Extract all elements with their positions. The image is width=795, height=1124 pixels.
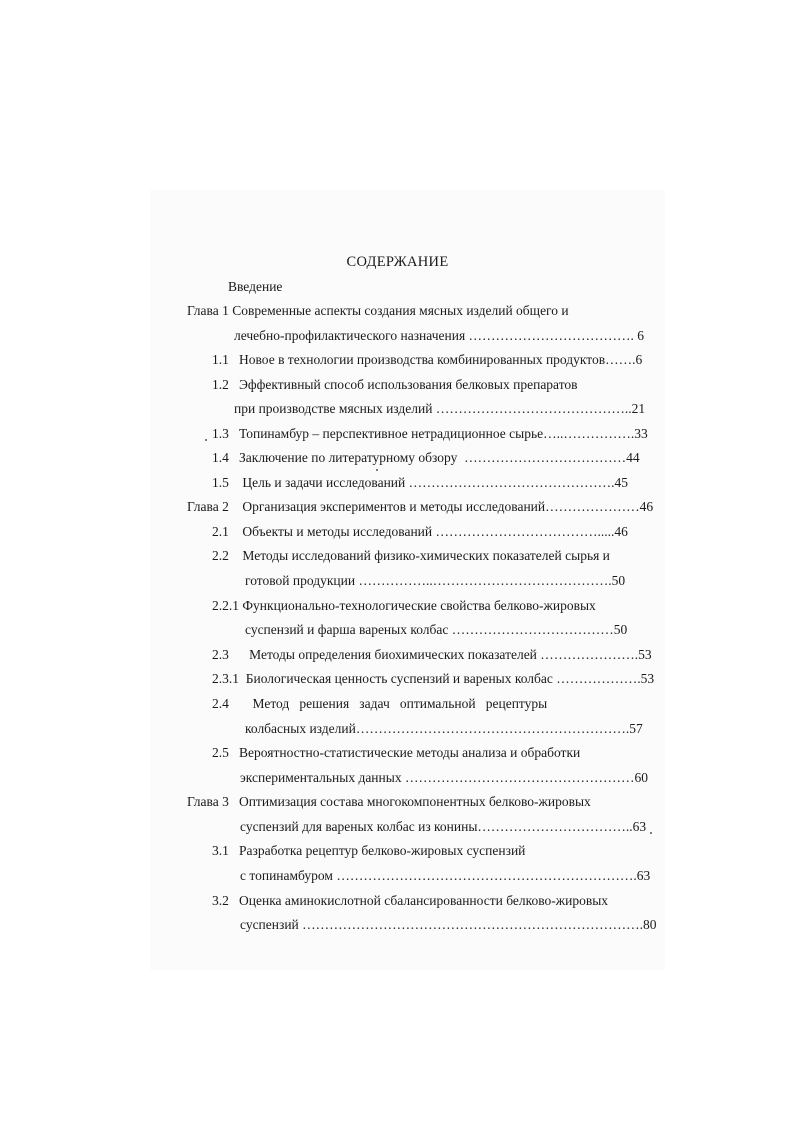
toc-section-2-4-cont: колбасных изделий…………………………………………………….57 (245, 721, 643, 736)
toc-section-1-5: 1.5 Цель и задачи исследований ……………………………………….45 (212, 475, 629, 490)
toc-section-1-3: 1.3 Топинамбур – перспективное нетрадиционное сырье…..…………….33 (212, 426, 648, 441)
scan-speck (205, 439, 207, 441)
toc-section-1-1: 1.1 Новое в технологии производства комбинированных продуктов…….6 (212, 352, 643, 367)
toc-title: СОДЕРЖАНИЕ (346, 254, 449, 270)
toc-section-2-2-1: 2.2.1 Функционально-технологические свойства белково-жировых (212, 598, 596, 613)
toc-section-1-2: 1.2 Эффективный способ использования белковых препаратов (212, 377, 578, 392)
toc-section-2-4: 2.4 Метод решения задач оптимальной рецептуры (212, 696, 548, 711)
toc-intro: Введение (228, 279, 283, 294)
toc-section-2-5: 2.5 Вероятностно-статистические методы анализа и обработки (212, 745, 581, 760)
toc-section-1-4: 1.4 Заключение по литературному обзору ………………………………44 (212, 450, 640, 465)
scan-speck (376, 469, 378, 471)
toc-chapter-3: Глава 3 Оптимизация состава многокомпонентных белково-жировых (187, 794, 591, 809)
toc-section-2-2: 2.2 Методы исследований физико-химических показателей сырья и (212, 548, 610, 563)
toc-chapter-2: Глава 2 Организация экспериментов и методы исследований…………………46 (187, 499, 654, 514)
toc-section-2-3: 2.3 Методы определения биохимических показателей ………………….53 (212, 647, 652, 662)
toc-section-3-1-cont: с топинамбуром ………………………………………………………….63 (240, 868, 651, 883)
scan-speck (650, 832, 652, 834)
toc-chapter-1-cont: лечебно-профилактического назначения ………………………………. 6 (234, 328, 645, 343)
toc-section-2-1: 2.1 Объекты и методы исследований ……………………………….....46 (212, 524, 628, 539)
toc-section-3-2: 3.2 Оценка аминокислотной сбалансированности белково-жировых (212, 893, 609, 908)
toc-section-1-2-cont: при производстве мясных изделий ……………………………………..21 (234, 401, 646, 416)
toc-chapter-1: Глава 1 Современные аспекты создания мясных изделий общего и (187, 303, 569, 318)
toc-section-3-1: 3.1 Разработка рецептур белково-жировых суспензий (212, 843, 526, 858)
toc-section-2-2-1-cont: суспензий и фарша вареных колбас ………………………………50 (245, 622, 628, 637)
toc-chapter-3-cont: суспензий для вареных колбас из конины……………………………..63 (240, 819, 647, 834)
toc-section-3-2-cont: суспензий ………………………………………………………………….80 (240, 917, 657, 932)
toc-section-2-3-1: 2.3.1 Биологическая ценность суспензий и вареных колбас ……………….53 (212, 671, 655, 686)
toc-section-2-2-cont: готовой продукции ……………..………………………………….50 (245, 573, 626, 588)
toc-section-2-5-cont: экспериментальных данных ……………………………………………60 (240, 770, 648, 785)
